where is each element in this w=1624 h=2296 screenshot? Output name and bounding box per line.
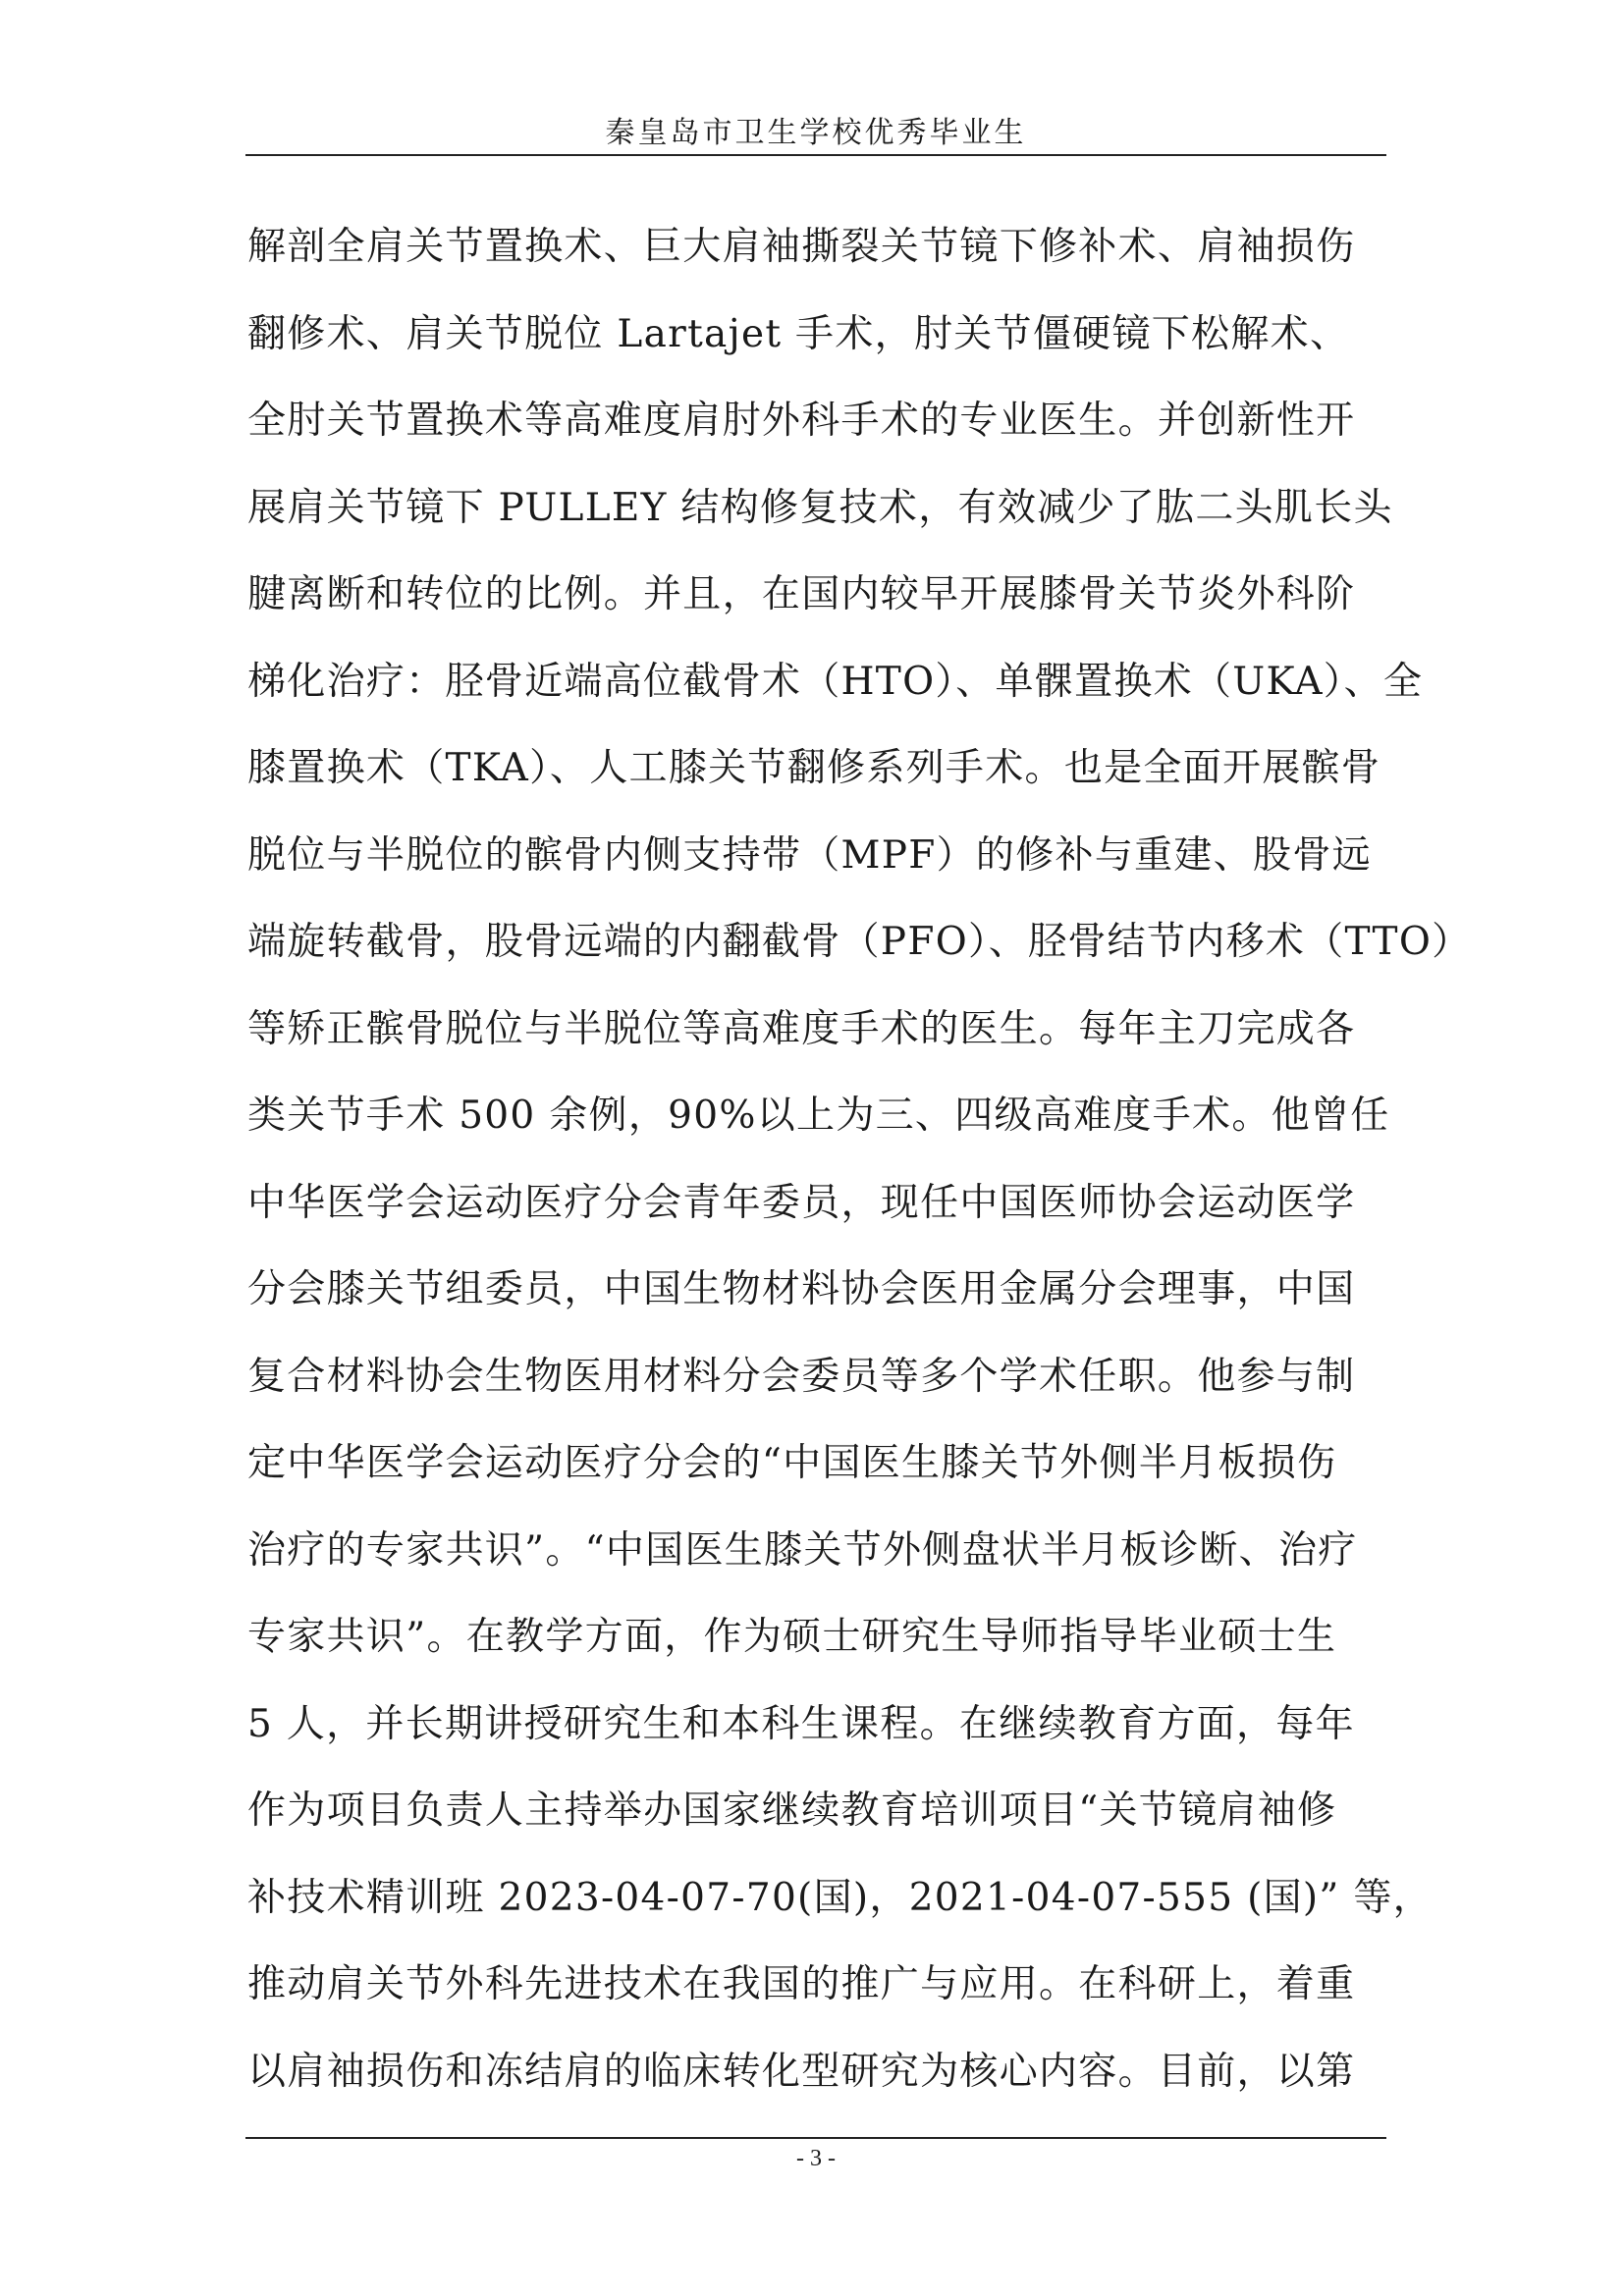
header-divider [245, 154, 1386, 156]
text-line: 脱位与半脱位的髌骨内侧支持带（MPF）的修补与重建、股骨远 [247, 832, 1372, 878]
text-line: 展肩关节镜下 PULLEY 结构修复技术，有效减少了肱二头肌长头 [247, 485, 1393, 530]
text-line: 推动肩关节外科先进技术在我国的推广与应用。在科研上，着重 [247, 1962, 1356, 2006]
text-line: 腱离断和转位的比例。并且，在国内较早开展膝骨关节炎外科阶 [247, 572, 1356, 616]
text-line: 端旋转截骨，股骨远端的内翻截骨（PFO）、胫骨结节内移术（TTO） [247, 920, 1472, 964]
text-line: 翻修术、肩关节脱位 Lartajet 手术，肘关节僵硬镜下松解术、 [247, 311, 1350, 356]
text-line: 解剖全肩关节置换术、巨大肩袖撕裂关节镜下修补术、肩袖损伤 [247, 225, 1356, 269]
body-text [247, 212, 1472, 2123]
text-line: 作为项目负责人主持举办国家继续教育培训项目“关节镜肩袖修 [247, 1789, 1337, 1833]
text-line: 分会膝关节组委员，中国生物材料协会医用金属分会理事，中国 [247, 1267, 1356, 1311]
text-line: 补技术精训班 2023-04-07-70(国)，2021-04-07-555 (国)” 等， [247, 1875, 1433, 1920]
footer-divider [245, 2137, 1386, 2139]
text-line: 专家共识”。在教学方面，作为硕士研究生导师指导毕业硕士生 [247, 1615, 1337, 1659]
text-line: 5 人，并长期讲授研究生和本科生课程。在继续教育方面，每年 [247, 1701, 1355, 1746]
text-line: 等矫正髌骨脱位与半脱位等高难度手术的医生。每年主刀完成各 [247, 1006, 1356, 1051]
text-line: 膝置换术（TKA）、人工膝关节翻修系列手术。也是全面开展髌骨 [247, 746, 1381, 790]
text-line: 治疗的专家共识”。“中国医生膝关节外侧盘状半月板诊断、治疗 [247, 1527, 1358, 1573]
text-line: 类关节手术 500 余例，90%以上为三、四级高难度手术。他曾任 [247, 1094, 1390, 1138]
page-header-title: 秦皇岛市卫生学校优秀毕业生 [605, 116, 1027, 150]
text-line: 定中华医学会运动医疗分会的“中国医生膝关节外侧半月板损伤 [247, 1441, 1337, 1485]
text-line: 复合材料协会生物医用材料分会委员等多个学术任职。他参与制 [247, 1354, 1356, 1399]
text-line: 梯化治疗：胫骨近端高位截骨术（HTO）、单髁置换术（UKA）、全 [247, 659, 1424, 704]
page-number: - 3 - [796, 2146, 836, 2171]
text-line: 中华医学会运动医疗分会青年委员，现任中国医师协会运动医学 [247, 1180, 1356, 1225]
text-line: 全肘关节置换术等高难度肩肘外科手术的专业医生。并创新性开 [247, 399, 1356, 443]
text-line: 以肩袖损伤和冻结肩的临床转化型研究为核心内容。目前，以第 [247, 2049, 1356, 2094]
